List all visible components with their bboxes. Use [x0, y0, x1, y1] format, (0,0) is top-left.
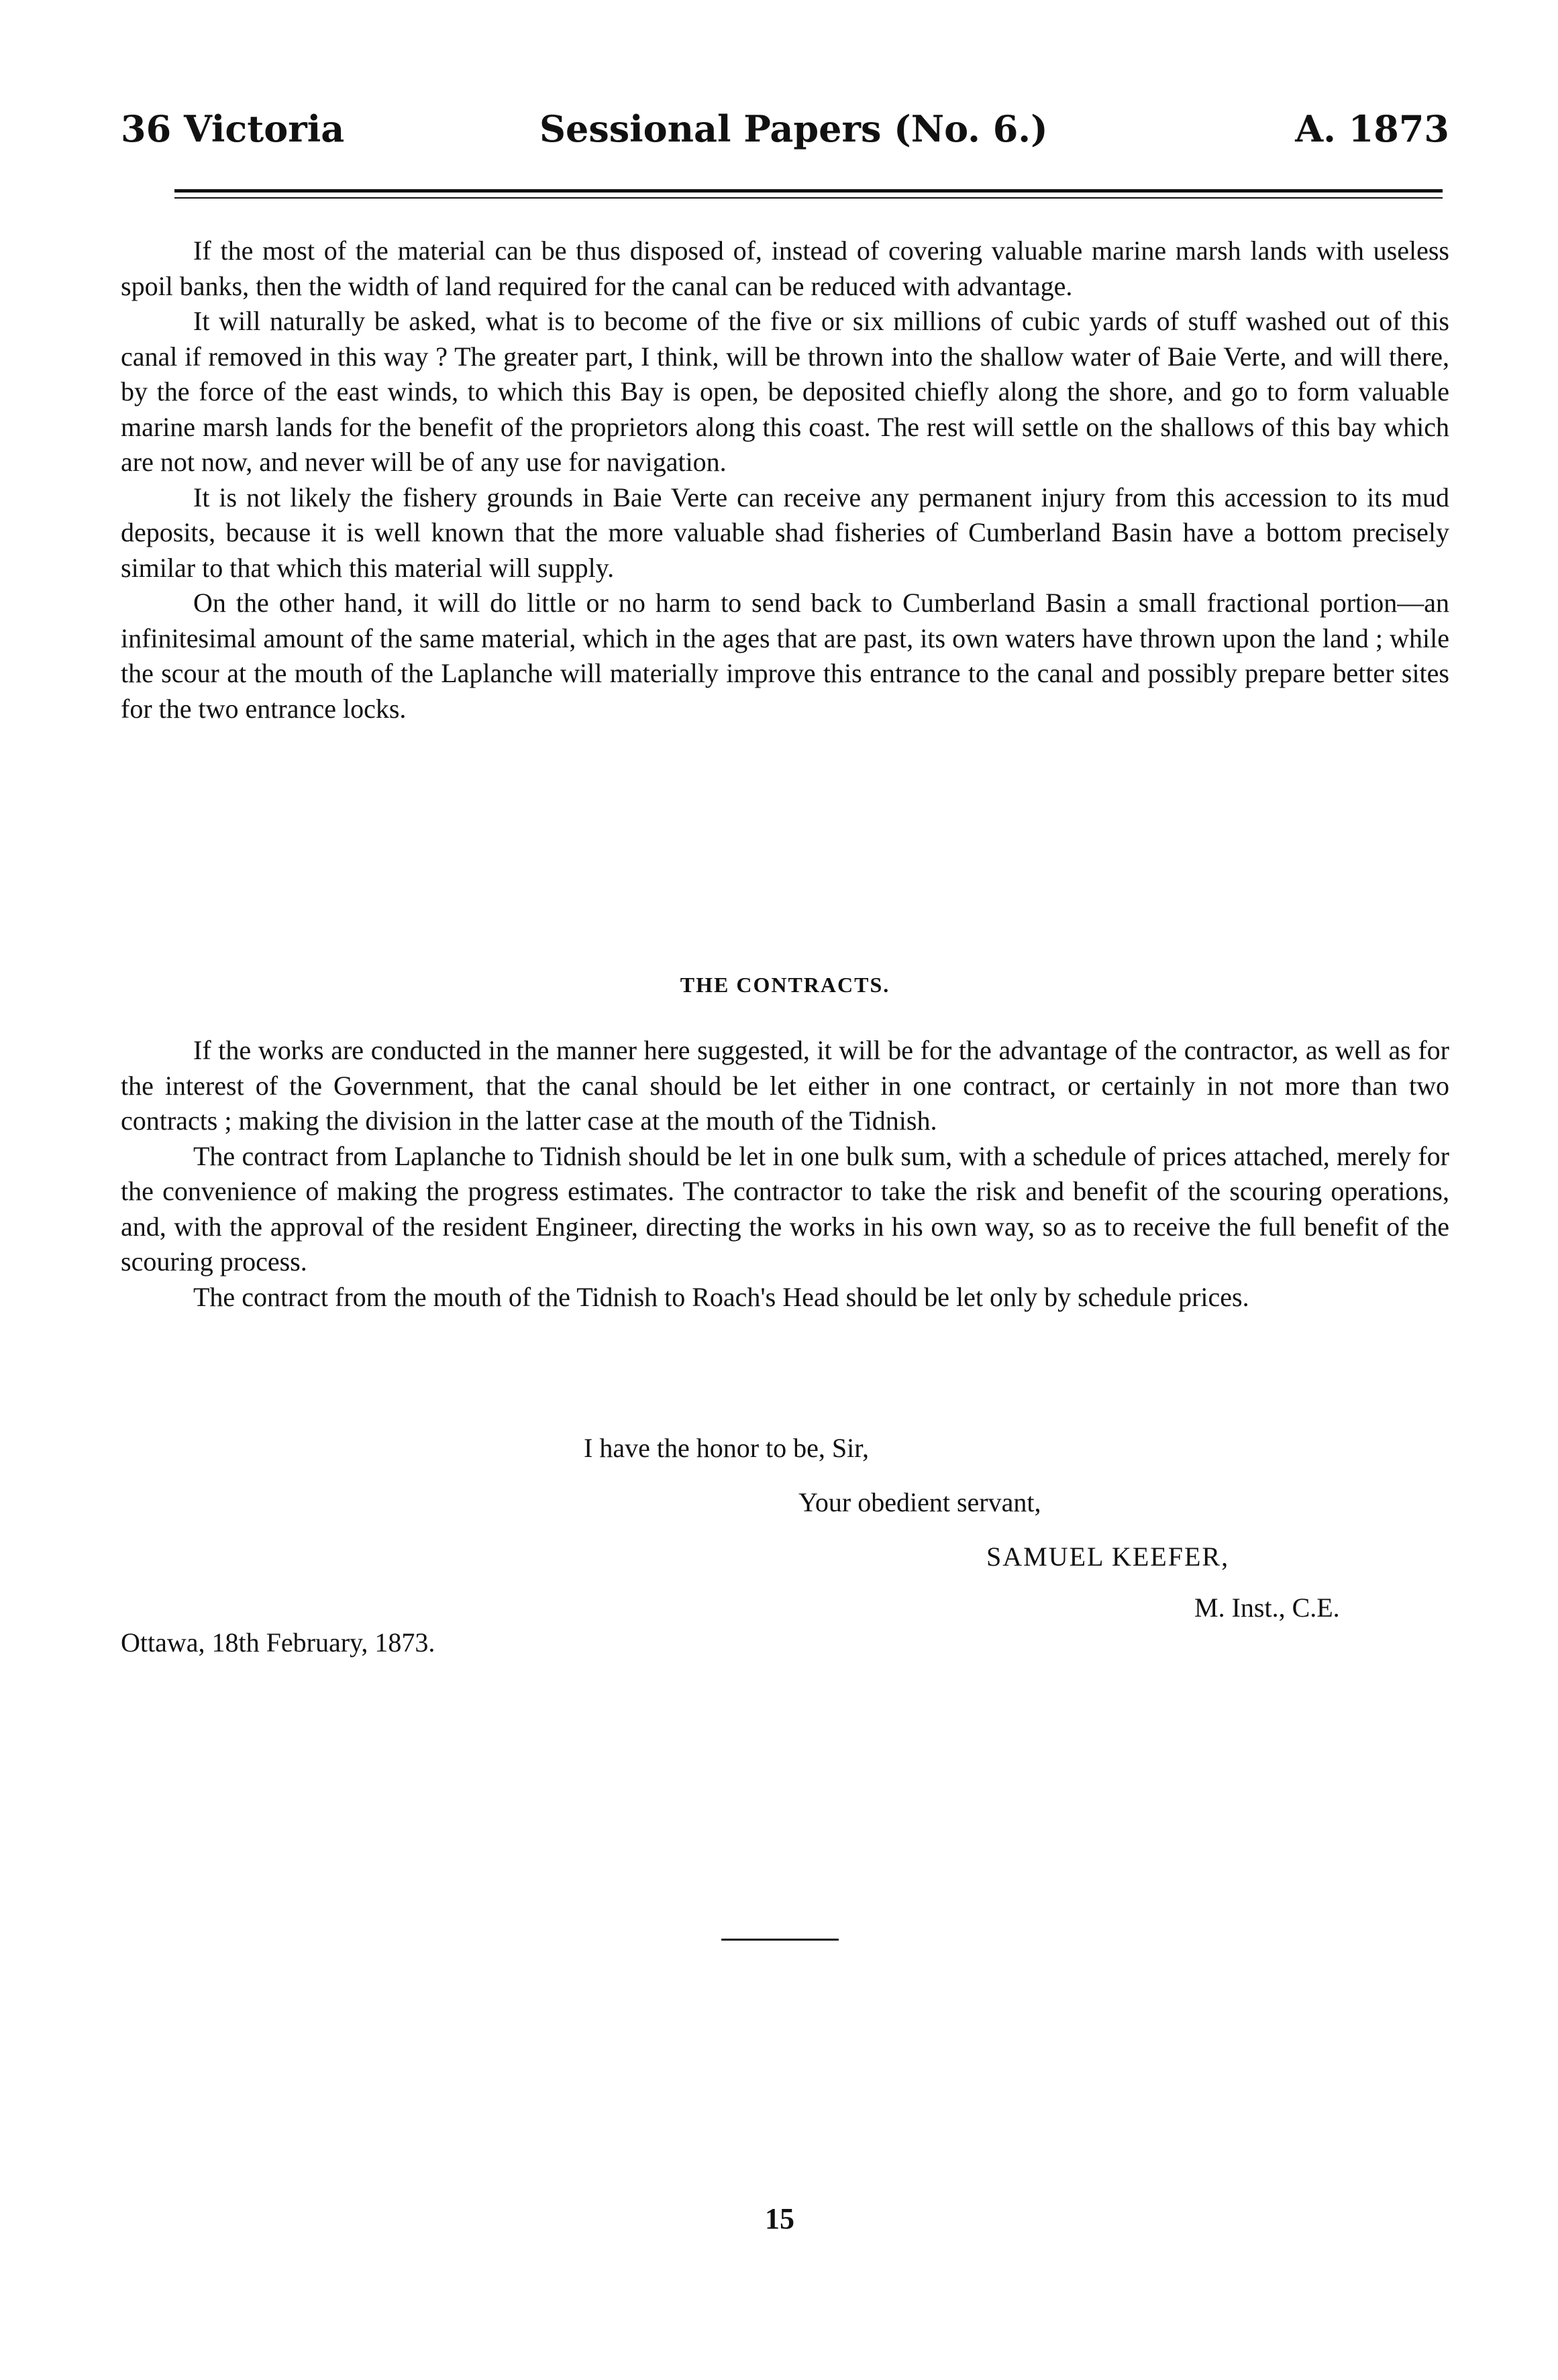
paragraph: It is not likely the fishery grounds in Baie Verte can receive any permanent injury from this accession to its mud deposits, because it is well known that the more valuable shad fisheries of Cumberland Basin have a bottom precisely similar to that which this material will supply. — [121, 482, 1449, 583]
signature-credentials: M. Inst., C.E. — [1194, 1592, 1340, 1623]
header-volume: 36 Victoria — [121, 107, 345, 150]
header-rule-thin — [174, 197, 1443, 199]
paragraph: The contract from the mouth of the Tidnish to Roach's Head should be let only by schedule prices. — [193, 1281, 1249, 1312]
place-date: Ottawa, 18th February, 1873. — [121, 1627, 435, 1658]
paragraph: If the works are conducted in the manner here suggested, it will be for the advantage of the contractor, as well as for the interest of the Government, that the canal should be let either in one contract, or certainly in not more than two contracts ; making the division in the latter case at the mouth of the Tidnish. — [121, 1035, 1449, 1136]
page-number: 15 — [765, 2202, 794, 2235]
page-header — [121, 107, 1449, 161]
section-heading: THE CONTRACTS. — [680, 973, 890, 997]
signature-name: SAMUEL KEEFER, — [986, 1541, 1230, 1572]
header-year: A. 1873 — [1295, 107, 1449, 150]
body-section-1 — [121, 233, 1449, 726]
footer-rule — [721, 1939, 839, 1941]
header-rule-thick — [174, 189, 1443, 193]
closing-servant: Your obedient servant, — [798, 1487, 1041, 1517]
closing-salutation: I have the honor to be, Sir, — [584, 1433, 869, 1463]
paragraph: If the most of the material can be thus disposed of, instead of covering valuable marine marsh lands with useless spoil banks, then the width of land required for the canal can be reduced with advantage. — [121, 235, 1449, 301]
header-title: Sessional Papers (No. 6.) — [539, 107, 1048, 150]
body-section-2 — [121, 1033, 1449, 1315]
paragraph: It will naturally be asked, what is to become of the five or six millions of cubic yards of stuff washed out of this canal if removed in this way ? The greater part, I think, will be thrown into the shallow water of Baie Verte, and will there, by the force of the east winds, to which this Bay is open, be deposited chiefly along the shore, and go to form valuable marine marsh lands for the benefit of the proprietors along this coast. The rest will settle on the shallows of this bay which are not now, and never will be of any use for navigation. — [121, 306, 1449, 477]
paragraph: On the other hand, it will do little or no harm to send back to Cumberland Basin a small fractional portion—an infinitesimal amount of the same material, which in the ages that are past, its own waters have thrown upon the land ; while the scour at the mouth of the Laplanche will materially improve this entrance to the canal and possibly prepare better sites for the two entrance locks. — [121, 588, 1449, 724]
paragraph: The contract from Laplanche to Tidnish should be let in one bulk sum, with a schedule of prices attached, merely for the convenience of making the progress estimates. The contractor to take the risk and benefit of the scouring operations, and, with the approval of the resident Engineer, directing the works in his own way, so as to receive the full benefit of the scouring process. — [121, 1140, 1449, 1277]
